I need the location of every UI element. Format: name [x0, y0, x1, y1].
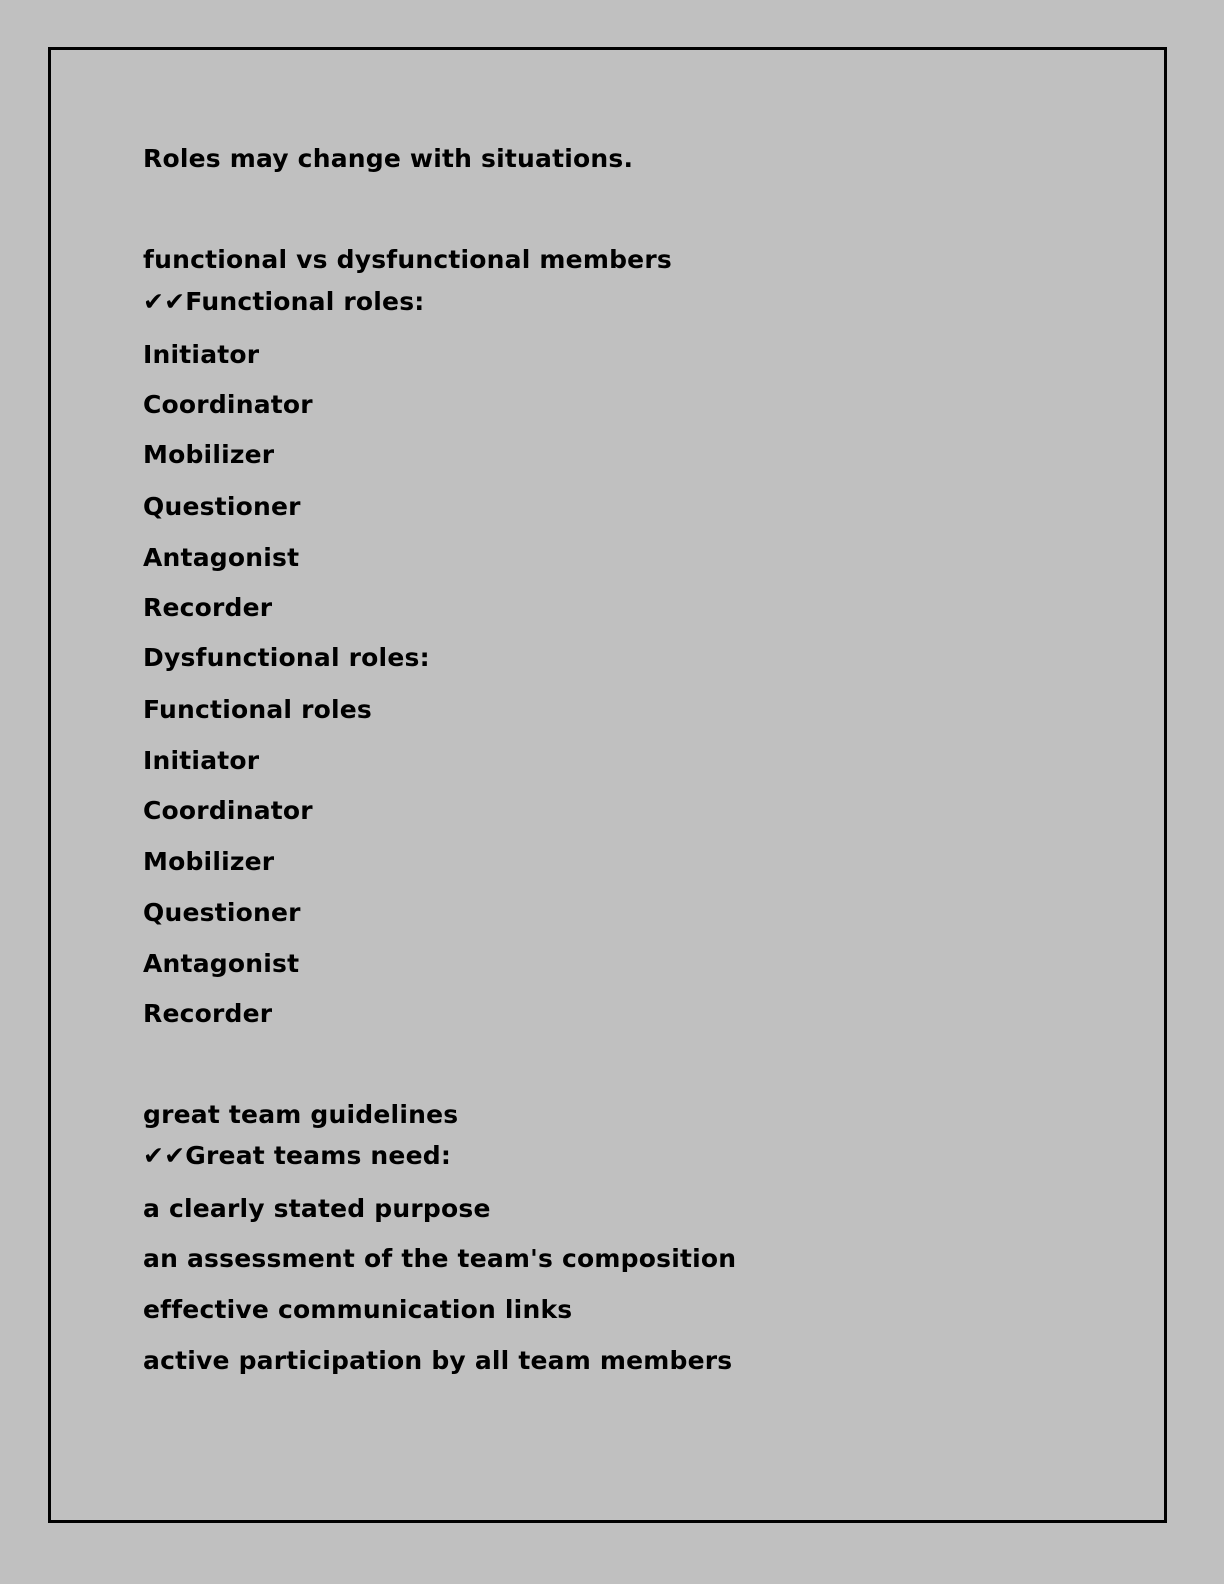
list-item: an assessment of the team's composition [143, 1244, 737, 1273]
list-item: Questioner [143, 898, 301, 927]
list-item: Coordinator [143, 796, 313, 825]
list-item: effective communication links [143, 1295, 573, 1324]
list-item: active participation by all team members [143, 1346, 733, 1375]
list-item: Initiator [143, 746, 260, 775]
list-item: Questioner [143, 492, 301, 521]
subheading-label: Great teams need: [185, 1141, 452, 1170]
intro-text: Roles may change with situations. [143, 144, 634, 173]
list-item: Recorder [143, 999, 273, 1028]
list-item: Functional roles [143, 695, 372, 724]
subheading-label: Functional roles: [185, 287, 425, 316]
list-item: Mobilizer [143, 440, 275, 469]
list-item: Antagonist [143, 543, 300, 572]
list-item: Dysfunctional roles: [143, 643, 430, 672]
subheading-functional-roles [143, 287, 425, 317]
list-item: Coordinator [143, 390, 313, 419]
checkmark-icon: ✔✔ [143, 287, 186, 316]
list-item: Recorder [143, 593, 273, 622]
list-item: a clearly stated purpose [143, 1194, 491, 1223]
section-heading-guidelines: great team guidelines [143, 1100, 459, 1129]
section-heading-roles: functional vs dysfunctional members [143, 245, 672, 274]
list-item: Initiator [143, 340, 260, 369]
checkmark-icon: ✔✔ [143, 1141, 186, 1170]
list-item: Antagonist [143, 949, 300, 978]
list-item: Mobilizer [143, 847, 275, 876]
subheading-great-teams [143, 1141, 451, 1171]
